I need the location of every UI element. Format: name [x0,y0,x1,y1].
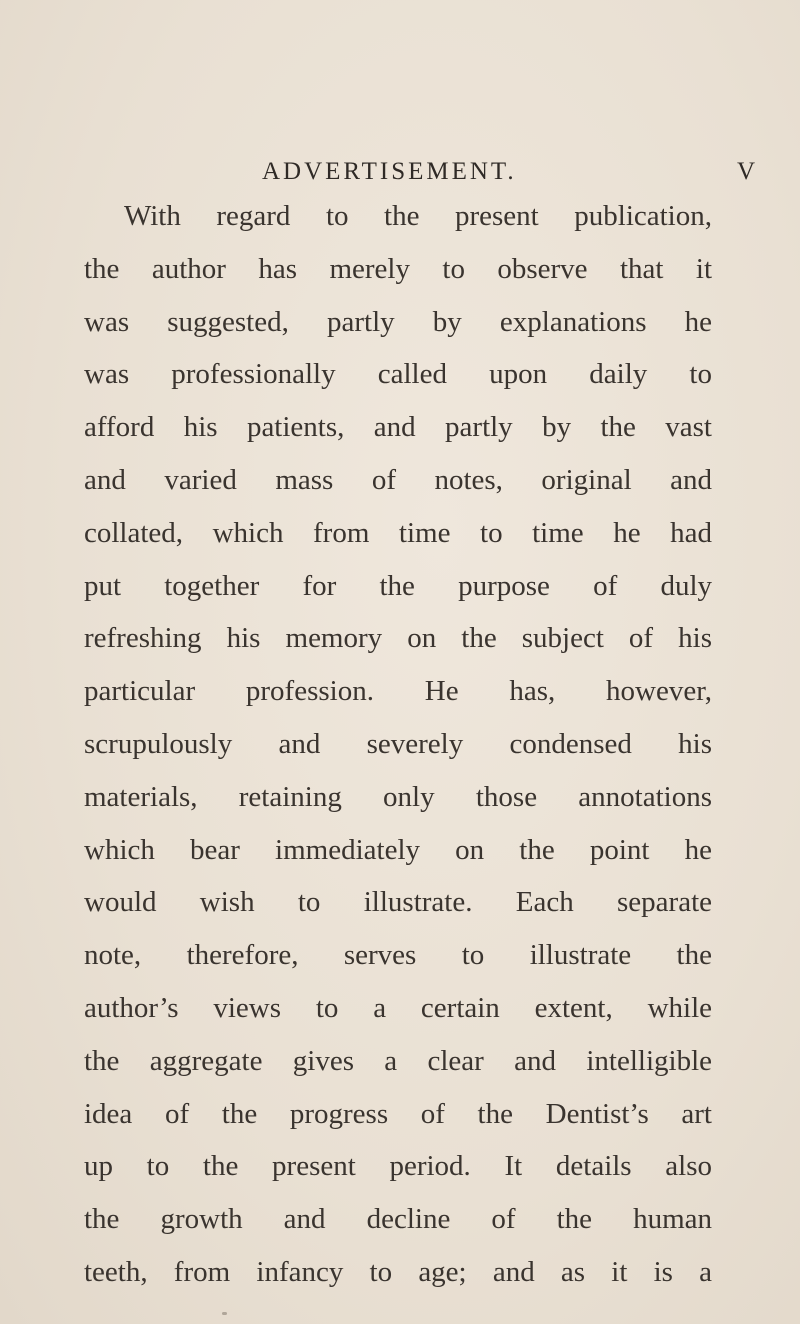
text-line: afford his patients, and partly by the vast [84,411,712,444]
text-line: teeth, from infancy to age; and as it is a [84,1255,712,1288]
text-line: the aggregate gives a clear and intelligible [84,1044,712,1077]
text-line: scrupulously and severely condensed his [84,727,712,760]
text-line: refreshing his memory on the subject of his [84,622,712,655]
text-line: was suggested, partly by explanations he [84,305,712,338]
text-line: materials, retaining only those annotations [84,780,712,813]
paper-speck [222,1312,227,1315]
text-line: which bear immediately on the point he [84,833,712,866]
text-line: the author has merely to observe that it [84,252,712,285]
text-line: With regard to the present publication, [124,200,712,232]
text-line: the growth and decline of the human [84,1203,712,1236]
text-line: particular profession. He has, however, [84,675,712,708]
text-line: up to the present period. It details also [84,1150,712,1183]
text-line: note, therefore, serves to illustrate the [84,939,712,972]
text-line: put together for the purpose of duly [84,569,712,602]
text-line: author’s views to a certain extent, while [84,991,712,1024]
advertisement-paragraph [84,190,712,1299]
text-line: collated, which from time to time he had [84,516,712,549]
text-line: idea of the progress of the Dentist’s art [84,1097,712,1130]
text-line: was professionally called upon daily to [84,358,712,391]
page-header [0,158,800,192]
text-line: would wish to illustrate. Each separate [84,886,712,919]
page-number: V [737,158,756,185]
text-line: and varied mass of notes, original and [84,463,712,496]
running-head: ADVERTISEMENT. [262,158,517,185]
